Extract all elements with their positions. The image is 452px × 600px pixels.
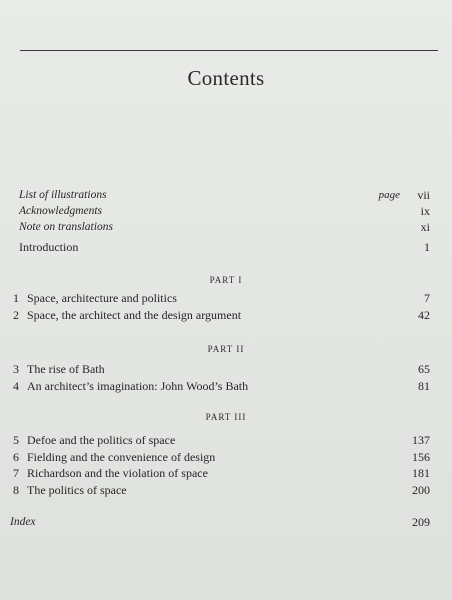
page-number: 156 — [412, 449, 430, 464]
chapter-number: 7 — [13, 466, 19, 481]
chapter-number: 2 — [13, 307, 19, 322]
chapter-number: 5 — [13, 433, 19, 447]
page-word: page — [378, 189, 400, 201]
page-number: xi — [420, 220, 430, 234]
chapter-entry — [13, 290, 430, 307]
front-matter-label: List of illustrations — [19, 189, 107, 201]
chapter-entry — [13, 432, 430, 449]
chapter-entry — [13, 378, 430, 395]
chapter-number: 3 — [13, 362, 19, 376]
chapter-entry — [13, 465, 430, 482]
page-number: vii — [417, 188, 430, 202]
chapter-number: 6 — [13, 449, 19, 464]
page-number: 181 — [412, 466, 430, 481]
front-matter-item — [19, 219, 430, 235]
page-number: ix — [420, 204, 430, 218]
chapter-entry — [13, 482, 430, 499]
chapter-title: Richardson and the violation of space — [27, 466, 208, 481]
front-matter-item — [19, 203, 430, 219]
part-heading: PART I — [209, 275, 243, 285]
chapter-entry — [13, 361, 430, 378]
chapter-title: Space, architecture and politics — [27, 291, 177, 305]
part-chapter-list — [13, 290, 430, 323]
page-number: 209 — [412, 515, 430, 529]
part-heading: PART II — [207, 344, 245, 354]
page-number: 42 — [418, 307, 430, 322]
front-matter-label: Note on translations — [19, 221, 113, 233]
chapter-title: Defoe and the politics of space — [27, 433, 176, 447]
page-number: 200 — [412, 482, 430, 497]
chapter-title: Space, the architect and the design argument — [27, 307, 242, 322]
chapter-number: 4 — [13, 378, 19, 393]
chapter-title: The rise of Bath — [27, 362, 105, 376]
index-label: Index — [10, 516, 36, 528]
top-rule — [20, 50, 438, 51]
part-chapter-list — [13, 432, 430, 498]
page-number: 137 — [412, 433, 430, 447]
introduction-label: Introduction — [19, 240, 79, 254]
chapter-entry — [13, 449, 430, 466]
chapter-title: An architect’s imagination: John Wood’s Bath — [27, 378, 249, 393]
chapter-entry — [13, 307, 430, 324]
chapter-title: The politics of space — [27, 482, 127, 497]
page-number: 7 — [424, 291, 430, 305]
front-matter-item — [19, 187, 430, 203]
introduction-entry — [19, 239, 430, 255]
part-heading: PART III — [205, 412, 247, 422]
index-entry — [10, 514, 430, 530]
page-number: 65 — [418, 362, 430, 376]
page-title: Contents — [187, 66, 265, 90]
chapter-number: 1 — [13, 291, 19, 305]
front-matter-label: Acknowledgments — [19, 205, 103, 217]
front-matter-list — [19, 187, 430, 235]
part-chapter-list — [13, 361, 430, 394]
chapter-title: Fielding and the convenience of design — [27, 449, 216, 464]
chapter-number: 8 — [13, 482, 19, 497]
page-number: 1 — [424, 240, 430, 254]
page-number: 81 — [418, 378, 430, 393]
